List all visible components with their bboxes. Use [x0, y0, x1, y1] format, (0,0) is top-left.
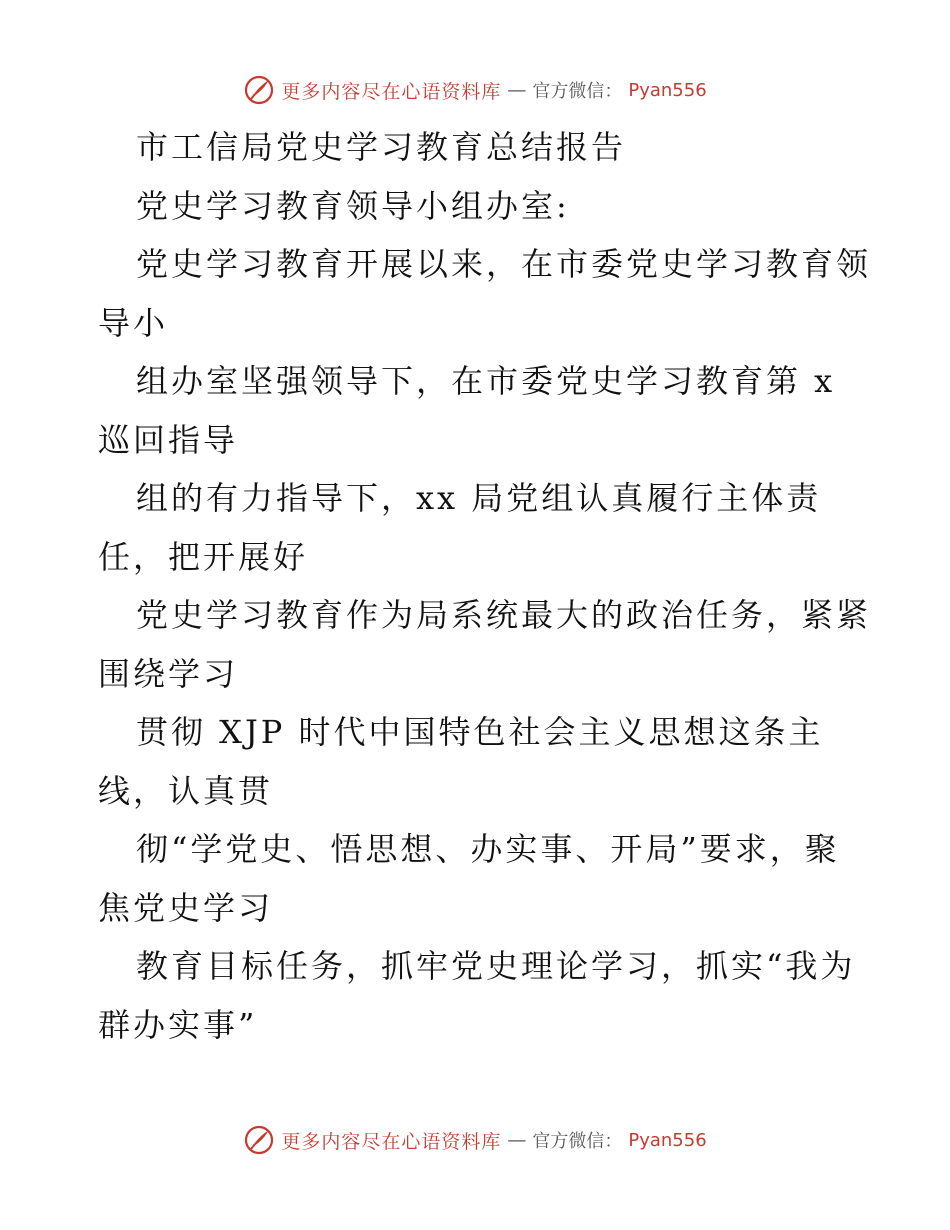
document-line: 巡回指导	[98, 420, 239, 459]
document-body	[98, 118, 872, 1054]
document-line: 党史学习教育作为局系统最大的政治任务，紧紧	[136, 596, 872, 634]
document-line: 组的有力指导下，xx 局党组认真履行主体责	[136, 479, 822, 517]
document-line: 焦党史学习	[98, 888, 274, 927]
watermark-separator: —	[507, 1129, 527, 1151]
quill-logo-icon	[243, 74, 275, 106]
document-line: 党史学习教育开展以来，在市委党史学习教育领	[136, 245, 872, 283]
document-line: 导小	[98, 303, 169, 342]
watermark-label: 官方微信：	[532, 1131, 623, 1152]
watermark-site-text: 更多内容尽在心语资料库	[281, 1130, 502, 1153]
document-line: 围绕学习	[98, 654, 239, 693]
document-line: 市工信局党史学习教育总结报告	[136, 128, 627, 166]
document-line: 贯彻 XJP 时代中国特色社会主义思想这条主	[136, 713, 824, 751]
footer-watermark	[0, 1120, 950, 1160]
document-line: 组办室坚强领导下，在市委党史学习教育第 x	[136, 362, 836, 400]
document-line: 彻“学党史、悟思想、办实事、开局”要求，聚	[136, 830, 840, 868]
watermark-separator: —	[507, 79, 527, 101]
header-watermark	[0, 70, 950, 110]
document-line: 教育目标任务，抓牢党史理论学习，抓实“我为	[136, 947, 856, 985]
watermark-site-text: 更多内容尽在心语资料库	[281, 80, 502, 103]
document-line: 群办实事”	[98, 1005, 258, 1044]
watermark-wechat-id: Pyan556	[628, 79, 707, 101]
watermark-wechat-id: Pyan556	[628, 1129, 707, 1151]
document-line: 党史学习教育领导小组办室:	[136, 186, 570, 225]
quill-logo-icon	[243, 1124, 275, 1156]
document-line: 线，认真贯	[98, 771, 274, 810]
watermark-label: 官方微信：	[532, 81, 623, 102]
document-line: 任，把开展好	[98, 537, 309, 576]
